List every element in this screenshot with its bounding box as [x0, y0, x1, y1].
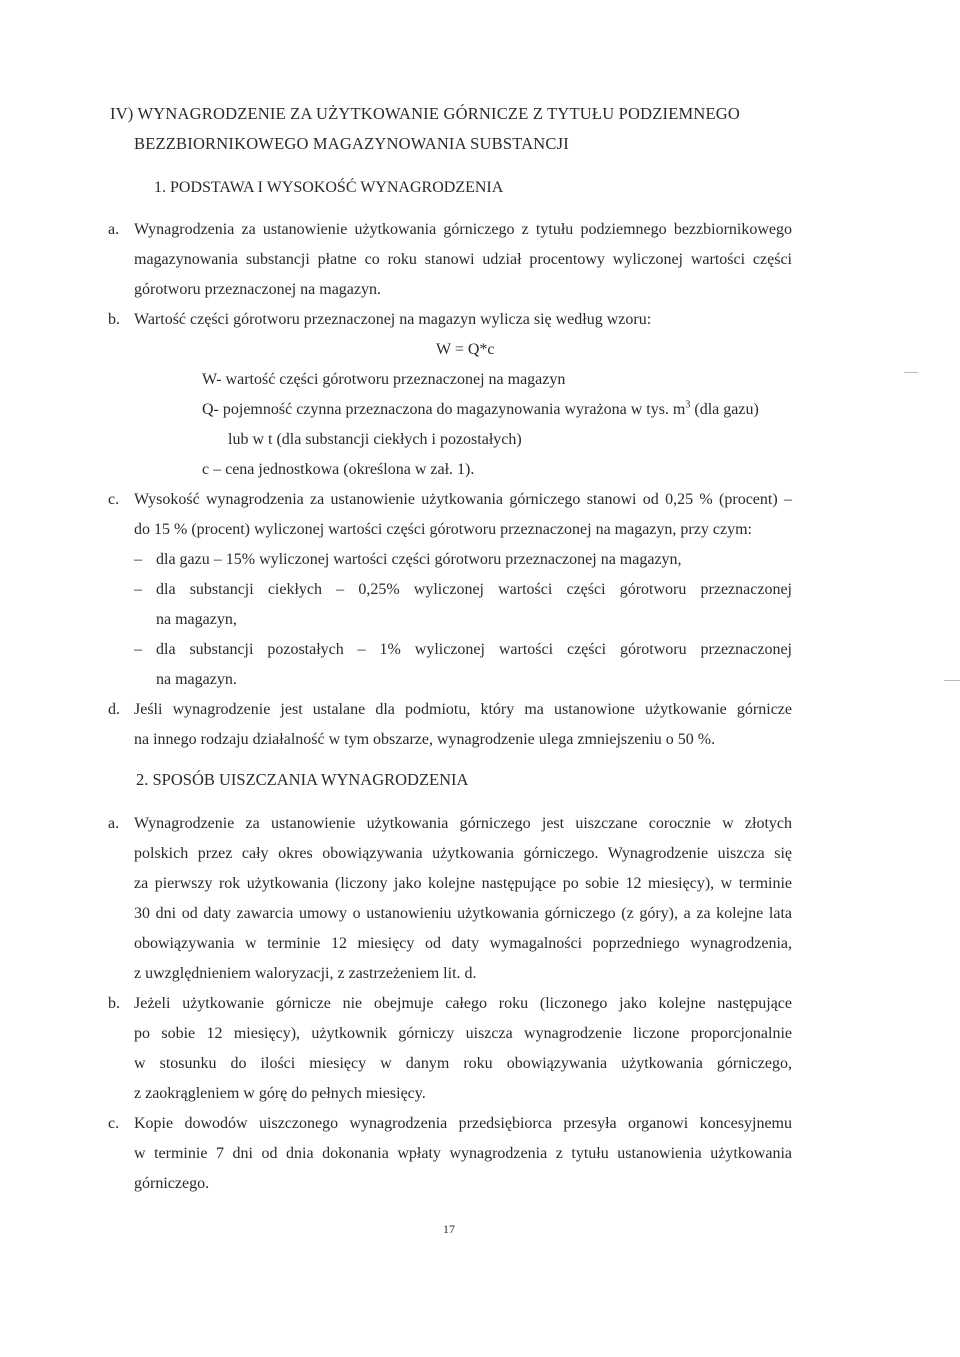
definition-q-continuation: lub w t (dla substancji ciekłych i pozostałych): [228, 431, 522, 448]
bullet-2-line-1: dla substancji ciekłych – 0,25% wyliczonej wartości części górotworu przeznaczonej: [156, 581, 792, 598]
item-1a-line-2: magazynowania substancji płatne co roku stanowi udział procentowy wyliczonej wartości części: [134, 251, 792, 268]
item-2c-line-1: Kopie dowodów uiszczonego wynagrodzenia przedsiębiorca przesyła organowi koncesyjnemu: [134, 1115, 792, 1132]
item-2a-line-4: 30 dni od daty zawarcia umowy o ustanowieniu użytkowania górniczego (z góry), a za kolejne lata: [134, 905, 792, 922]
definition-w: W- wartość części górotworu przeznaczonej na magazyn: [202, 371, 566, 388]
item-2c-line-2: w terminie 7 dni od dnia dokonania wpłaty wynagrodzenia z tytułu ustanowienia użytkowania: [134, 1145, 792, 1162]
page-number: 17: [443, 1222, 455, 1236]
subsection-1-title: 1. PODSTAWA I WYSOKOŚĆ WYNAGRODZENIA: [154, 179, 504, 196]
definition-q-main: Q- pojemność czynna przeznaczona do magazynowania wyrażona w tys. m: [202, 401, 686, 418]
item-2a-line-1: Wynagrodzenie za ustanowienie użytkowania górniczego jest uiszczane corocznie w złotych: [134, 815, 792, 832]
item-1a-line-3: górotworu przeznaczonej na magazyn.: [134, 281, 381, 298]
item-2b-line-1: Jeżeli użytkowanie górnicze nie obejmuje całego roku (liczonego jako kolejne następujące: [134, 995, 792, 1012]
margin-mark: [904, 372, 918, 373]
item-2b-line-3: w stosunku do ilości miesięcy w danym roku obowiązywania użytkowania górniczego,: [134, 1055, 792, 1072]
item-2c-label: c.: [108, 1115, 120, 1132]
item-1d-line-1: Jeśli wynagrodzenie jest ustalane dla podmiotu, który ma ustanowione użytkowanie górnicze: [134, 701, 792, 718]
item-1c-line-2: do 15 % (procent) wyliczonej wartości części górotworu przeznaczonej na magazyn, przy czym:: [134, 521, 752, 538]
item-2b-line-2: po sobie 12 miesięcy), użytkownik górniczy uiszcza wynagrodzenie liczone proporcjonalnie: [134, 1025, 792, 1042]
item-2b-label: b.: [108, 995, 120, 1012]
formula: W = Q*c: [436, 341, 495, 358]
item-2a-line-6: z uwzględnieniem waloryzacji, z zastrzeżeniem lit. d.: [134, 965, 477, 982]
item-1d-label: d.: [108, 701, 120, 718]
definition-q: [202, 400, 759, 420]
item-1a-label: a.: [108, 221, 120, 238]
bullet-2-dash: –: [134, 581, 142, 598]
item-2a-line-3: za pierwszy rok użytkowania (liczony jako kolejne następujące po sobie 12 miesięcy), w terminie: [134, 875, 792, 892]
subsection-2-title: 2. SPOSÓB UISZCZANIA WYNAGRODZENIA: [136, 770, 469, 789]
bullet-3-line-2: na magazyn.: [156, 671, 237, 688]
item-1a-line-1: Wynagrodzenia za ustanowienie użytkowania górniczego z tytułu podziemnego bezzbiornikowego: [134, 221, 792, 238]
bullet-3-line-1: dla substancji pozostałych – 1% wyliczonej wartości części górotworu przeznaczonej: [156, 641, 792, 658]
section-heading-line-1: IV) WYNAGRODZENIE ZA UŻYTKOWANIE GÓRNICZE Z TYTUŁU PODZIEMNEGO: [110, 104, 740, 123]
item-1b-label: b.: [108, 311, 120, 328]
item-2a-line-2: polskich przez cały okres obowiązywania użytkowania górniczego. Wynagrodzenie uiszcza się: [134, 845, 792, 862]
item-1b-line: Wartość części górotworu przeznaczonej na magazyn wylicza się według wzoru:: [134, 311, 652, 328]
definition-q-tail: (dla gazu): [690, 401, 759, 418]
item-1c-label: c.: [108, 491, 120, 508]
section-heading-line-2: BEZZBIORNIKOWEGO MAGAZYNOWANIA SUBSTANCJI: [134, 134, 569, 153]
definition-c: c – cena jednostkowa (określona w zał. 1).: [202, 461, 475, 478]
item-2a-line-5: obowiązywania w terminie 12 miesięcy od daty wymagalności poprzedniego wynagrodzenia,: [134, 935, 792, 952]
item-2b-line-4: z zaokrągleniem w górę do pełnych miesięcy.: [134, 1085, 426, 1102]
item-1d-line-2: na innego rodzaju działalność w tym obszarze, wynagrodzenie ulega zmniejszeniu o 50 %.: [134, 731, 716, 748]
bullet-1-dash: –: [134, 551, 142, 568]
margin-mark: [944, 680, 960, 681]
bullet-1-line-1: dla gazu – 15% wyliczonej wartości części górotworu przeznaczonej na magazyn,: [156, 551, 682, 568]
definition-q-superscript: 3: [685, 399, 691, 411]
bullet-2-line-2: na magazyn,: [156, 611, 237, 628]
item-1c-line-1: Wysokość wynagrodzenia za ustanowienie użytkowania górniczego stanowi od 0,25 % (procent) –: [134, 491, 792, 508]
item-2a-label: a.: [108, 815, 120, 832]
bullet-3-dash: –: [134, 641, 142, 658]
item-2c-line-3: górniczego.: [134, 1175, 210, 1192]
